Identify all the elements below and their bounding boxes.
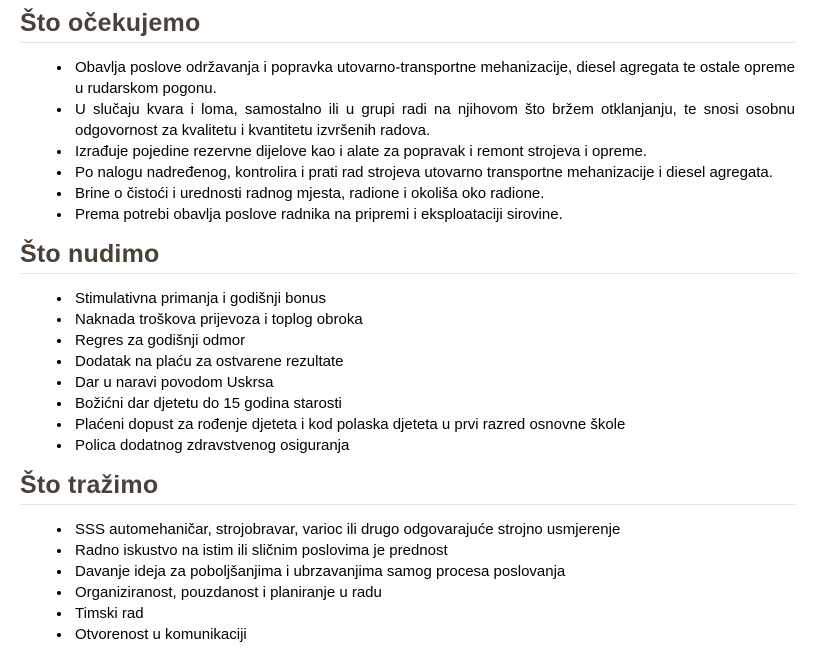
bullet-list: [20, 519, 795, 645]
section-requirements: [20, 470, 795, 645]
list-item: • Dodatak na plaću za ostvarene rezultate: [72, 351, 795, 372]
list-item: • Po nalogu nadređenog, kontrolira i prati rad strojeva utovarno transportne mehanizacije i diesel agregata.: [72, 162, 795, 183]
section-expectations: [20, 8, 795, 225]
list-item: • Naknada troškova prijevoza i toplog obroka: [72, 309, 795, 330]
list-item: • Obavlja poslove održavanja i popravka utovarno-transportne mehanizacije, diesel agregata te ostale opreme u rudarskom pogonu.: [72, 57, 795, 99]
list-item: • U slučaju kvara i loma, samostalno ili u grupi radi na njihovom što bržem otklanjanju, te snosi osobnu odgovornost za kvalitetu i kvantitetu izvršenih radova.: [72, 99, 795, 141]
list-item: • Dar u naravi povodom Uskrsa: [72, 372, 795, 393]
bullet-list: [20, 288, 795, 456]
list-item: • Otvorenost u komunikaciji: [72, 624, 795, 645]
bullet-list: [20, 57, 795, 225]
list-item: • SSS automehaničar, strojobravar, varioc ili drugo odgovarajuće strojno usmjerenje: [72, 519, 795, 540]
section-offer: [20, 239, 795, 456]
section-heading: Što nudimo: [20, 240, 160, 268]
list-item: • Radno iskustvo na istim ili sličnim poslovima je prednost: [72, 540, 795, 561]
section-heading: Što tražimo: [20, 471, 159, 499]
section-divider: [20, 273, 795, 274]
document-page: [20, 8, 795, 645]
list-item: • Polica dodatnog zdravstvenog osiguranja: [72, 435, 795, 456]
list-item: • Organiziranost, pouzdanost i planiranje u radu: [72, 582, 795, 603]
section-divider: [20, 504, 795, 505]
list-item: • Davanje ideja za poboljšanjima i ubrzavanjima samog procesa poslovanja: [72, 561, 795, 582]
list-item: • Prema potrebi obavlja poslove radnika na pripremi i eksploataciji sirovine.: [72, 204, 795, 225]
list-item: • Izrađuje pojedine rezervne dijelove kao i alate za popravak i remont strojeva i opreme.: [72, 141, 795, 162]
list-item: • Stimulativna primanja i godišnji bonus: [72, 288, 795, 309]
list-item: • Brine o čistoći i urednosti radnog mjesta, radione i okoliša oko radione.: [72, 183, 795, 204]
list-item: • Božićni dar djetetu do 15 godina starosti: [72, 393, 795, 414]
list-item: • Plaćeni dopust za rođenje djeteta i kod polaska djeteta u prvi razred osnovne škole: [72, 414, 795, 435]
list-item: • Regres za godišnji odmor: [72, 330, 795, 351]
list-item: • Timski rad: [72, 603, 795, 624]
section-divider: [20, 42, 795, 43]
section-heading: Što očekujemo: [20, 9, 201, 37]
